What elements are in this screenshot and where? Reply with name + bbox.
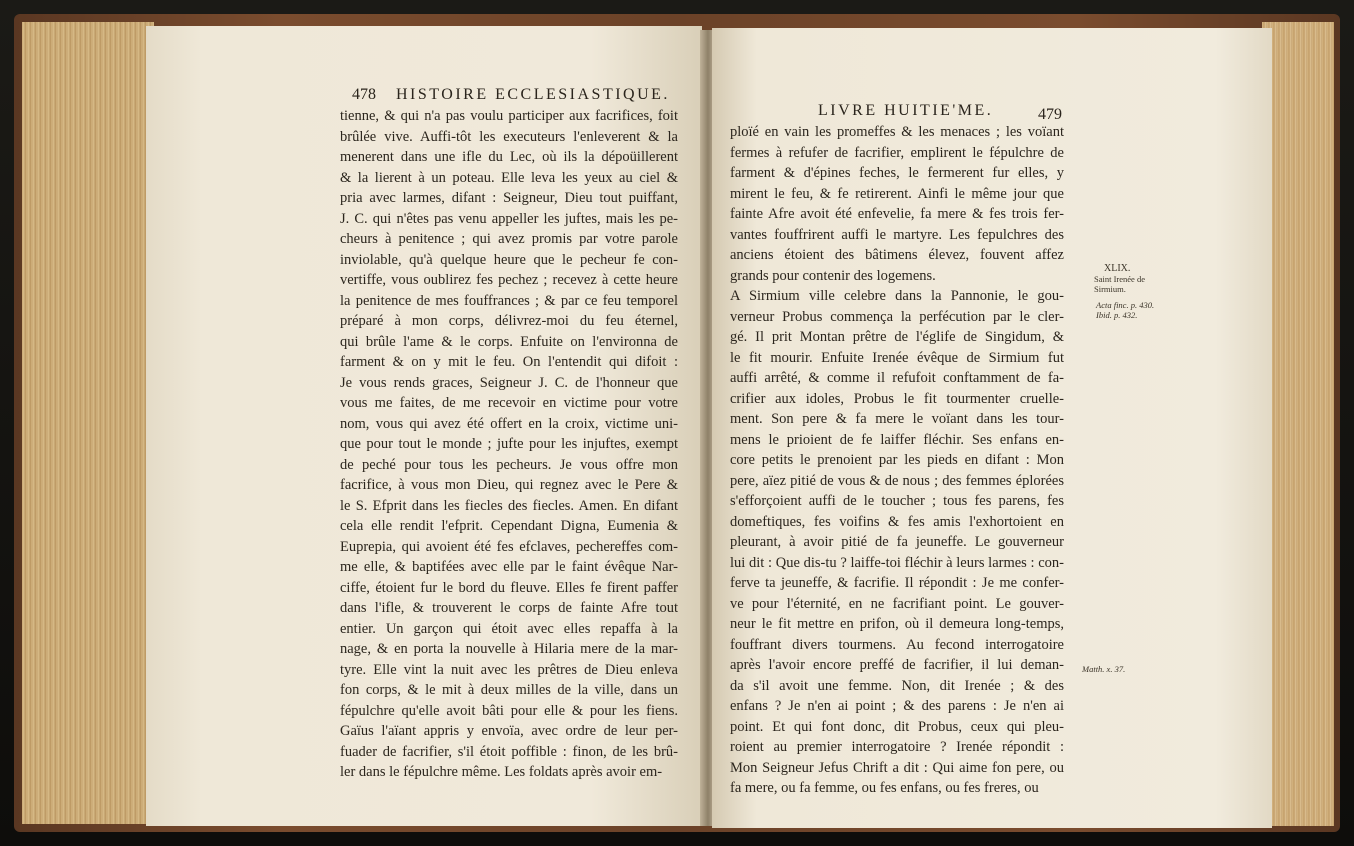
text-line: domeftiques, fes voifins & fes amis l'exhortoient en (730, 513, 1064, 530)
margin-note-matthew (1082, 664, 1125, 674)
text-line: après l'avoir encore preffé de facrifier, il lui deman- (730, 657, 1064, 673)
right-page-number: 479 (1038, 106, 1062, 123)
right-running-head: LIVRE HUITIE'ME. (818, 102, 994, 119)
text-line: pere, aïez pitié de vous & de nous ; des femmes éplorées (730, 472, 1064, 489)
text-line: me elle, & baptifées avec elle par le faint évêque Nar- (340, 559, 678, 575)
text-line: fa mere, ou fa femme, ou fes enfans, ou fes freres, ou (730, 780, 1039, 796)
text-line: inviolable, qu'à quelque heure que le pecheur fe con- (340, 251, 678, 268)
text-line: fuader de facrifier, s'il étoit poffible : finon, de les brû- (340, 743, 678, 760)
margin-section-title-1: Saint Irenée de (1094, 274, 1145, 284)
left-page-edges (22, 22, 154, 824)
text-line: fépulchre qu'elle avoit bâti pour elle & pour les fiens. (340, 702, 678, 719)
text-line: J. C. qui n'êtes pas venu appeller les juftes, mais les pe- (340, 210, 678, 227)
margin-section-title-2: Sirmium. (1094, 284, 1126, 294)
text-line: nom, vous qui avez été offert en la croix, victime uni- (340, 415, 678, 432)
text-line: fouffrant divers tourmens. Au fecond interrogatoire (730, 636, 1064, 653)
text-line: mens le prioient de fe laiffer fléchir. Ses enfans en- (730, 431, 1064, 448)
text-line: le fit mourir. Enfuite Irenée évêque de Sirmium fut (730, 349, 1064, 366)
text-line: ferve ta jeuneffe, & facrifie. Il répondit : Je me confer- (730, 575, 1064, 591)
right-page (712, 28, 1272, 828)
text-line: s'efforçoient auffi de le toucher ; tous fes parens, fes (730, 493, 1064, 509)
text-line: que pour tout le monde ; jufte pour les injuftes, exempt (340, 436, 678, 452)
text-line: core petits le prenoient par les pieds en difant : Mon (730, 452, 1064, 468)
margin-section-number: XLIX. (1104, 263, 1131, 274)
text-line: entier. Un garçon qui étoit avec elles repaffa à la (340, 620, 678, 637)
text-line: vous me faites, de me recevoir en victime pour votre (340, 395, 678, 411)
text-line: brûlée vive. Auffi-tôt les executeurs l'enleverent & la (340, 128, 678, 145)
text-line: pleurant, à avoir pitié de fa jeuneffe. Le gouverneur (730, 534, 1064, 550)
margin-note-section (1094, 264, 1145, 294)
text-line: auffi arrêté, & comme il refufoit conftamment de fa- (730, 370, 1064, 386)
text-line: anciens étoient des bâtimens élevez, fouvent affez (730, 247, 1064, 263)
text-line: nage, & en porta la nouvelle à Hilaria mere de la mar- (340, 641, 678, 657)
text-line: point. Et qui font donc, dit Probus, ceux qui pleu- (730, 718, 1064, 735)
text-line: enfans ? Je n'en ai point ; & des parens : Je n'en ai (730, 698, 1064, 714)
right-page-edges (1262, 22, 1334, 826)
text-line: facrifice, à vous mon Dieu, qui regnez avec le Pere & (340, 477, 678, 493)
text-line: crifier aux idoles, Probus le fit tourmenter cruelle- (730, 390, 1064, 407)
text-line: vertiffe, vous oublirez fes pechez ; recevez à cette heure (340, 272, 678, 288)
text-line: dans l'ifle, & trouverent le corps de fainte Afre tout (340, 600, 678, 616)
text-line: cela elle rendit l'efprit. Cependant Digna, Eumenia & (340, 518, 678, 534)
text-line: tienne, & qui n'a pas voulu participer aux facrifices, foit (340, 108, 678, 124)
left-page (146, 26, 702, 826)
text-line: cheurs à penitence ; qui avez promis par votre parole (340, 231, 678, 247)
text-line: fon corps, & le mit à deux milles de la ville, dans un (340, 682, 678, 698)
text-line: Euprepia, qui avoient été fes efclaves, pechereffes com- (340, 538, 678, 555)
margin-ref-3: Matth. x. 37. (1082, 664, 1126, 674)
text-line: pria avec larmes, difant : Seigneur, Dieu tout puiffant, (340, 190, 678, 206)
text-line: neur le fit mettre en prifon, où il demeura long-temps, (730, 616, 1064, 632)
text-line: ler dans le fépulchre même. Les foldats après avoir em- (340, 764, 663, 780)
text-line: ment. Son pere & fa mere le voïant dans les tour- (730, 411, 1064, 427)
text-line: grands pour contenir des logemens. (730, 267, 936, 284)
text-line: vantes fouffrirent auffi le martyre. Les fepulchres des (730, 226, 1064, 243)
text-line: le S. Efprit dans les fiecles des fiecles. Amen. En difant (340, 497, 678, 514)
text-line: da s'il avoit une femme. Non, dit Irenée ; & des (730, 677, 1064, 694)
text-line: menerent dans une ifle du Lec, où ils la dépoüillerent (340, 149, 678, 165)
margin-ref-1: Acta finc. p. 430. (1096, 300, 1155, 310)
text-line: ploïé en vain les promeffes & les menaces ; les voïant (730, 124, 1064, 140)
text-line: de peché pour tous les pecheurs. Je vous offre mon (340, 456, 678, 473)
text-line: farment & on y mit le feu. On l'entendit qui difoit : (340, 354, 678, 370)
text-line: fainte Afre avoit été enfevelie, fa mere & fes trois fer- (730, 206, 1064, 222)
margin-ref-2: Ibid. p. 432. (1096, 310, 1138, 320)
text-line: Mon Seigneur Jefus Chrift a dit : Qui aime fon pere, ou (730, 759, 1064, 776)
text-line: lui dit : Que dis-tu ? laiffe-toi fléchir à leurs larmes : con- (730, 554, 1064, 571)
text-line: tyre. Elle vint la nuit avec les prêtres de Dieu enleva (340, 661, 678, 678)
text-line: gé. Il prit Montan prêtre de l'églife de Singidum, & (730, 329, 1064, 345)
text-line: Gaïus l'aïant appris y envoïa, avec ordre de leur per- (340, 723, 678, 739)
text-line: farment & d'épines feches, le fermerent fur elles, y (730, 165, 1064, 181)
right-page-text (730, 122, 1064, 799)
text-line: Je vous rends graces, Seigneur J. C. de l'honneur que (340, 374, 678, 391)
margin-note-references (1096, 300, 1154, 320)
text-line: qui brûle l'ame & le corps. Enfuite on l'environna de (340, 333, 678, 350)
left-page-number: 478 (352, 86, 376, 103)
text-line: verneur Probus commença la perfécution par le cler- (730, 308, 1064, 325)
text-line: préparé à mon corps, délivrez-moi du feu éternel, (340, 313, 678, 329)
text-line: roient au premier interrogatoire ? Irenée répondit : (730, 739, 1064, 755)
text-line: ve pour l'éternité, en ne facrifiant point. Le gouver- (730, 595, 1064, 612)
text-line: mirent le feu, & fe retirerent. Ainfi le même jour que (730, 185, 1064, 202)
text-line: la penitence de mes fouffrances ; & par ce feu temporel (340, 292, 678, 309)
left-running-head: HISTOIRE ECCLESIASTIQUE. (396, 86, 670, 103)
left-page-text (340, 106, 678, 783)
text-line: A Sirmium ville celebre dans la Pannonie, le gou- (730, 288, 1064, 304)
text-line: ciffe, étoient fur le bord du fleuve. Elles fe firent paffer (340, 579, 678, 596)
text-line: fermes à refufer de facrifier, emplirent le fépulchre de (730, 144, 1064, 161)
text-line: & la lierent à un poteau. Elle leva les yeux au ciel & (340, 169, 678, 186)
